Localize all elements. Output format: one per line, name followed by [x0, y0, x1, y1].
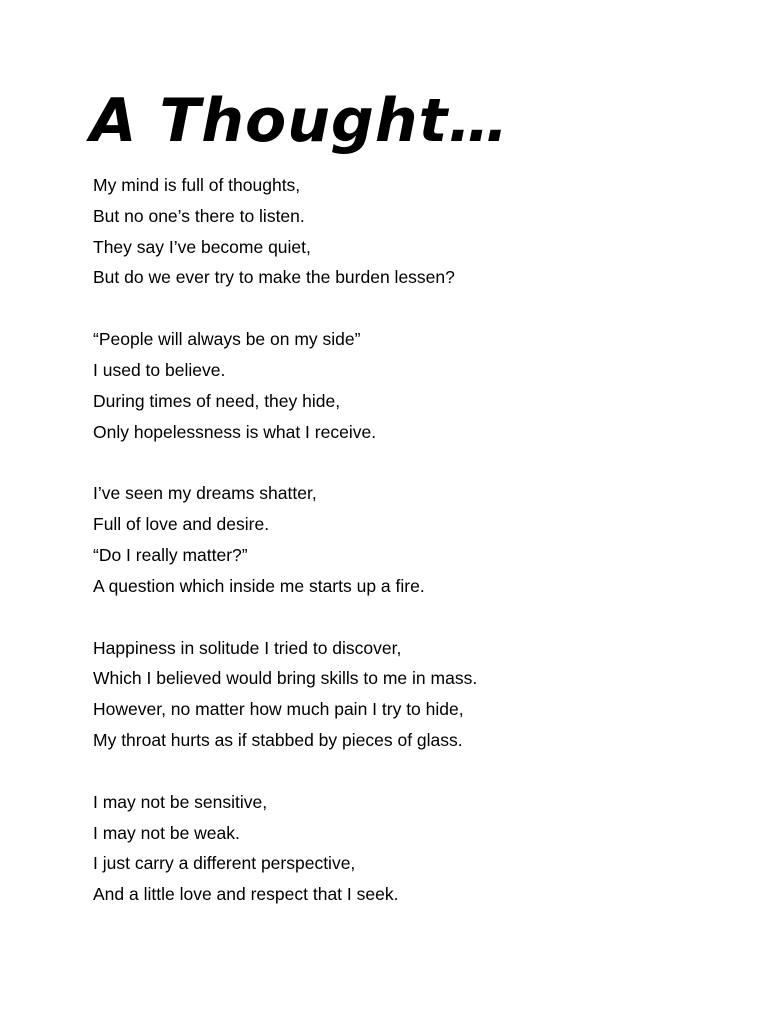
poem-line: But do we ever try to make the burden lessen? — [93, 267, 455, 288]
poem-line: I’ve seen my dreams shatter, — [93, 483, 317, 504]
document-page — [92, 84, 732, 941]
poem-line: However, no matter how much pain I try to hide, — [93, 699, 464, 720]
stanza-5 — [92, 787, 732, 910]
poem-line: I may not be sensitive, — [93, 791, 268, 812]
poem-line: I just carry a different perspective, — [93, 853, 356, 874]
stanza-4 — [92, 633, 732, 756]
stanza-3 — [92, 478, 732, 601]
poem-line: My mind is full of thoughts, — [93, 175, 301, 195]
poem-line: And a little love and respect that I seek. — [93, 884, 399, 905]
stanza-1 — [92, 170, 732, 293]
poem-line: My throat hurts as if stabbed by pieces of glass. — [93, 729, 463, 750]
poem-line: “Do I really matter?” — [93, 544, 248, 565]
poem-line: But no one’s there to listen. — [93, 205, 305, 226]
poem-line: Full of love and desire. — [93, 514, 270, 535]
poem-line: I may not be weak. — [93, 822, 240, 843]
poem-line: Happiness in solitude I tried to discover, — [93, 637, 402, 658]
stanza-2 — [92, 324, 732, 447]
poem-line: They say I’ve become quiet, — [93, 236, 311, 257]
poem-line: A question which inside me starts up a fire. — [93, 575, 425, 596]
poem-title: A Thought… — [90, 86, 510, 156]
poem-line: “People will always be on my side” — [93, 329, 361, 350]
poem-line: I used to believe. — [93, 359, 226, 380]
poem-line: During times of need, they hide, — [93, 390, 341, 411]
poem-line: Only hopelessness is what I receive. — [93, 421, 377, 442]
poem-line: Which I believed would bring skills to me in mass. — [93, 668, 478, 689]
